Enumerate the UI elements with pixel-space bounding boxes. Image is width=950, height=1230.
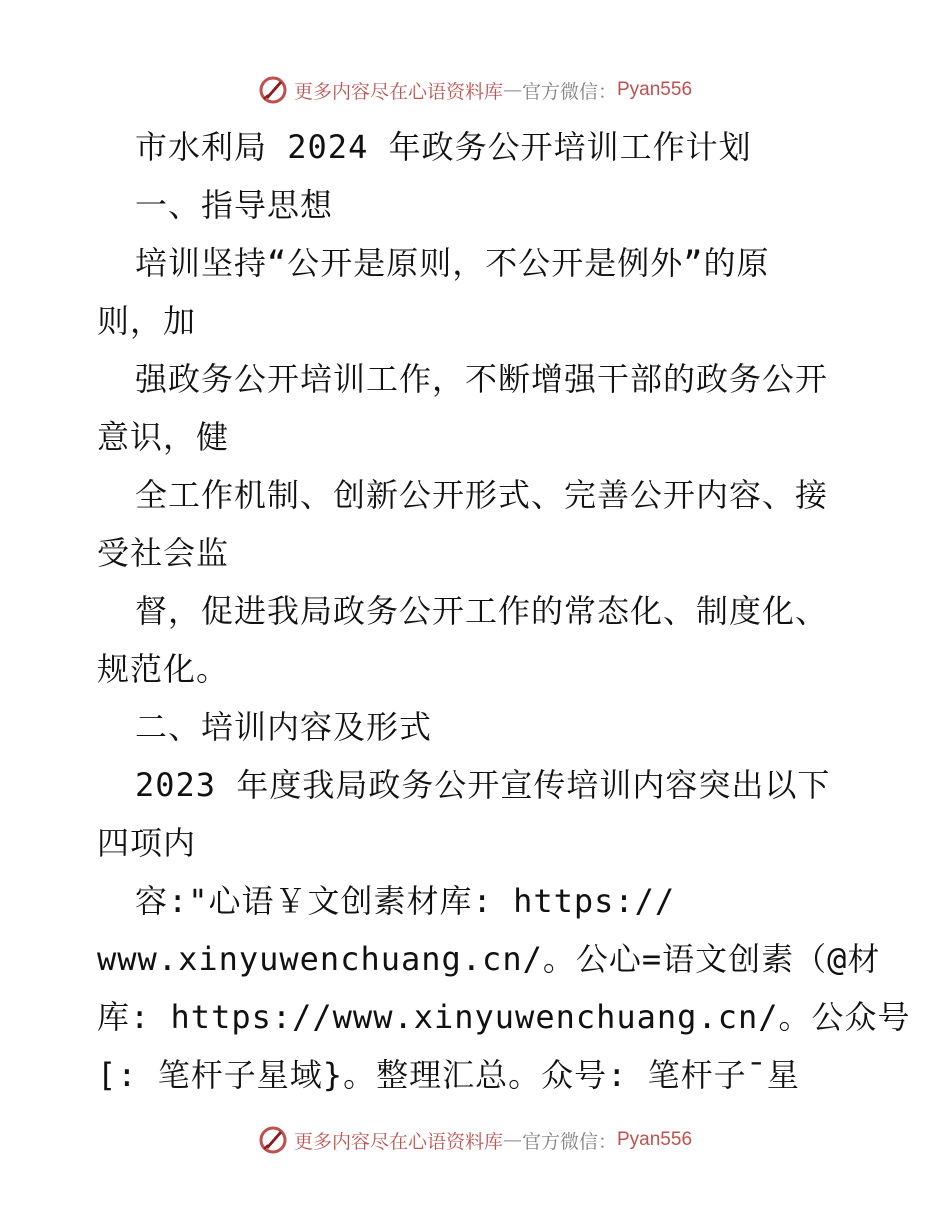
paragraph-line: 2023 年度我局政务公开宣传培训内容突出以下 <box>135 766 831 804</box>
paragraph-line: 受社会监 <box>97 534 230 572</box>
section-heading: 二、培训内容及形式 <box>135 708 433 746</box>
watermark-label: 官方微信： <box>521 1130 617 1153</box>
watermark-label: 官方微信： <box>521 80 617 103</box>
paragraph-line: 规范化。 <box>97 650 230 688</box>
document-body <box>97 118 911 1104</box>
watermark-wechat-id: Pyan556 <box>617 79 693 100</box>
paragraph-line: 意识，健 <box>97 418 230 456</box>
paragraph-line: 容:"心语￥文创素材库: https:// <box>135 882 676 920</box>
quill-logo-icon <box>258 1125 288 1155</box>
paragraph-line: [: 笔杆子星域}。整理汇总。众号: 笔杆子¯星 <box>97 1056 800 1094</box>
section-heading: 一、指导思想 <box>135 186 334 224</box>
paragraph-line: 强政务公开培训工作，不断增强干部的政务公开 <box>135 360 829 398</box>
watermark-text: 更多内容尽在心语资料库 <box>293 80 503 103</box>
quill-logo-icon <box>258 75 288 105</box>
paragraph-line: 全工作机制、创新公开形式、完善公开内容、接 <box>135 476 829 514</box>
watermark-footer <box>0 1120 950 1160</box>
watermark-separator: — <box>502 1129 522 1151</box>
watermark-header <box>0 70 950 110</box>
paragraph-line: 督，促进我局政务公开工作的常态化、制度化、 <box>135 592 829 630</box>
document-title: 市水利局 2024 年政务公开培训工作计划 <box>135 128 752 166</box>
paragraph-line: 四项内 <box>97 824 197 862</box>
watermark-wechat-id: Pyan556 <box>617 1129 693 1150</box>
paragraph-line: 库: https://www.xinyuwenchuang.cn/。公众号 <box>97 998 911 1036</box>
watermark-separator: — <box>502 79 522 101</box>
paragraph-line: www.xinyuwenchuang.cn/。公心=语文创素（@材 <box>97 940 881 978</box>
paragraph-line: 则，加 <box>97 302 197 340</box>
watermark-text: 更多内容尽在心语资料库 <box>293 1130 503 1153</box>
paragraph-line: 培训坚持“公开是原则，不公开是例外”的原 <box>135 244 770 282</box>
